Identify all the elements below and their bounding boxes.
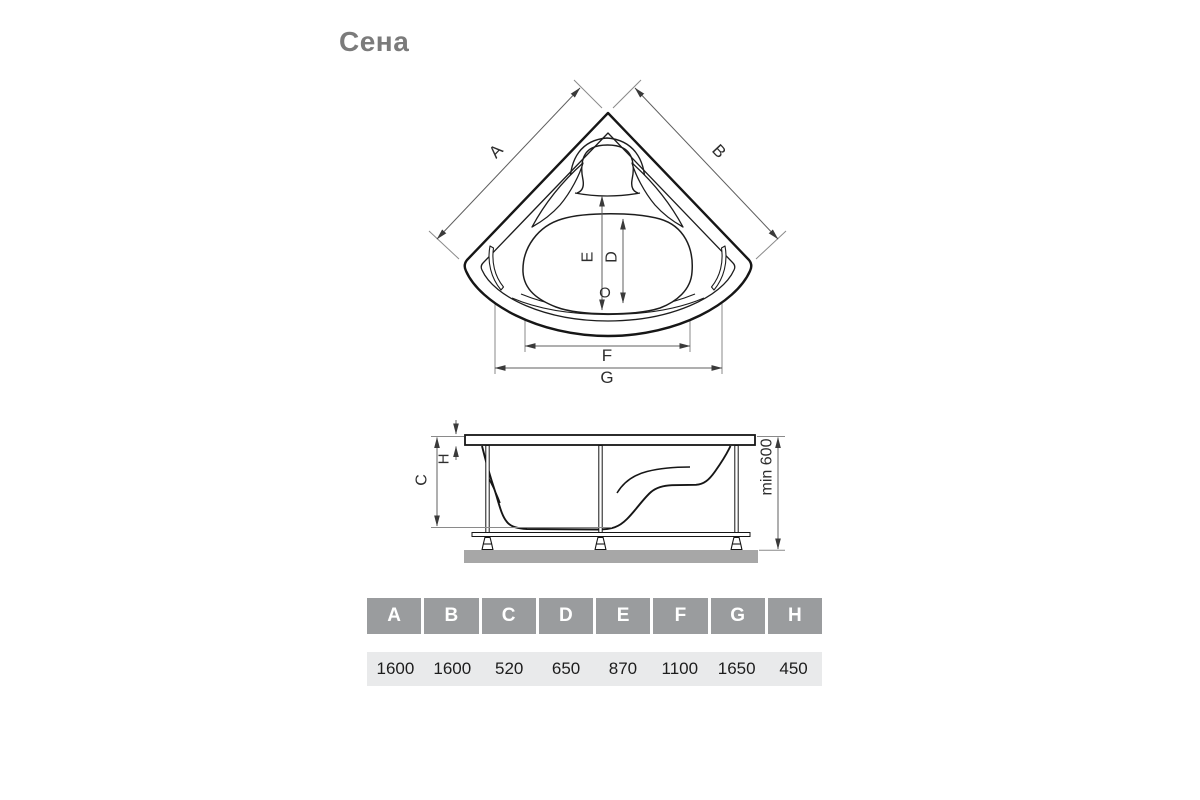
bath-side-view (414, 420, 786, 563)
page-title: Сена (339, 26, 410, 57)
table-header-cell: H (768, 598, 822, 634)
extension-line (756, 231, 786, 259)
dimensions-table (367, 598, 822, 686)
extension-line (429, 231, 459, 259)
table-value-cell: 650 (551, 659, 581, 678)
table-header-cell: E (596, 598, 650, 634)
frame-leg (486, 446, 489, 533)
table-header-cell: A (367, 598, 421, 634)
table-header-cell: B (424, 598, 478, 634)
dimension-b-label: B (708, 140, 730, 162)
table-value-cell: 450 (779, 659, 808, 678)
table-value-cell: 1600 (433, 659, 472, 678)
table-header-row (367, 598, 822, 634)
dimension-g-label: G (600, 368, 614, 387)
frame-feet (482, 538, 742, 550)
bath-top-view (429, 80, 786, 387)
table-value-cell: 520 (495, 659, 524, 678)
table-value-cell: 1100 (661, 659, 699, 678)
dimension-a-label: A (485, 140, 507, 162)
dimension-h-label: H (435, 453, 453, 465)
frame-leg (599, 446, 602, 533)
frame-leg (735, 446, 738, 533)
table-value-cell: 1650 (717, 659, 756, 678)
dimension-min-height-label: min 600 (758, 438, 776, 496)
frame-bottom-rail (472, 533, 750, 537)
extension-line (574, 80, 602, 108)
table-value-row (367, 652, 822, 686)
tub-side-profile (482, 446, 731, 530)
dimension-d-label: D (603, 251, 621, 263)
tub-rim (465, 435, 755, 445)
table-header-cell: G (711, 598, 765, 634)
extension-line (613, 80, 641, 108)
frame-legs (486, 446, 738, 533)
tub-profile-spur-line (488, 477, 500, 503)
ground-strip (464, 550, 758, 563)
table-header-cell: D (539, 598, 593, 634)
table-header-cell: F (653, 598, 707, 634)
dimension-e-label: E (579, 251, 597, 263)
table-value-cell: 1600 (376, 659, 415, 678)
dimension-c-label: C (413, 474, 431, 486)
drain-o-mark: O (599, 284, 611, 302)
table-header-cell: C (482, 598, 536, 634)
dimension-f-label: F (601, 346, 613, 365)
table-value-cell: 870 (608, 659, 638, 678)
